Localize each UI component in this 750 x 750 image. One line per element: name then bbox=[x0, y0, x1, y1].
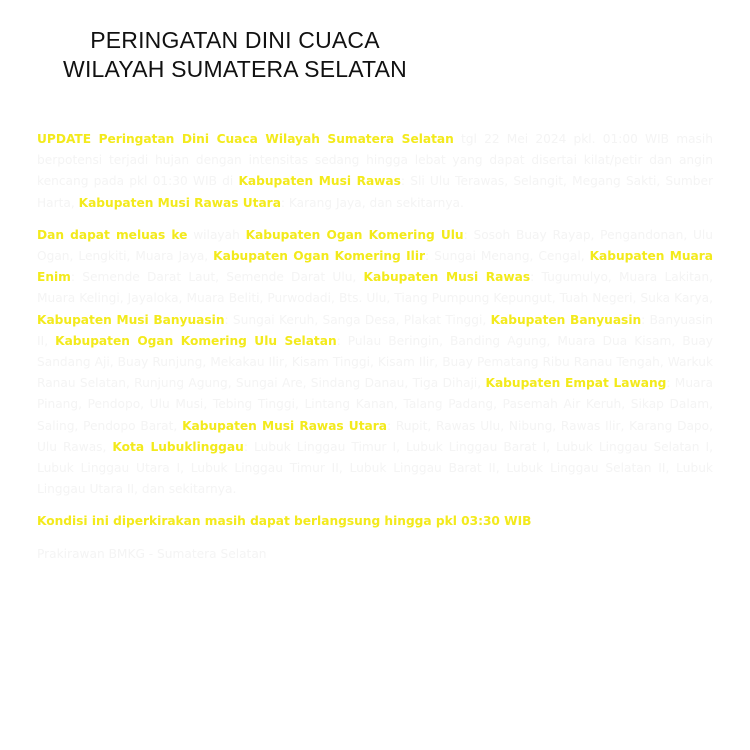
update-text: tgl 22 Mei 2024 pkl. 01:00 WIB masih berpotensi terjadi hujan dengan intensitas sedang hingga lebat yang dapat disertai kilat/petir dan angin kencang pada pkl 01:30 WIB di bbox=[37, 132, 713, 189]
district-list: : Sosoh Buay Rayap, Pengandonan, Ulu Ogan, Lengkiti, Muara Jaya, bbox=[37, 227, 714, 264]
district-list: : Banyuasin II, bbox=[37, 312, 713, 348]
region-name: Kabupaten Muara Enim bbox=[37, 249, 714, 285]
signature: Prakirawan BMKG - Sumatera Selatan bbox=[37, 546, 267, 561]
region-name: Kabupaten Musi Rawas bbox=[363, 270, 531, 285]
duration-note: Kondisi ini diperkirakan masih dapat berlangsung hingga pkl 03:30 WIB bbox=[37, 514, 532, 529]
region-name: Kabupaten Ogan Komering Ulu Selatan bbox=[55, 333, 337, 348]
district-list: : Muara Pinang, Pendopo, Ulu Musi, Tebing Tinggi, Lintang Kanan, Talang Padang, Pasemah Air Keruh, Sikap Dalam, Saling, Pendopo Barat, bbox=[37, 376, 713, 433]
expansion-paragraph bbox=[37, 225, 713, 501]
title-line-2: WILAYAH SUMATERA SELATAN bbox=[63, 56, 407, 82]
connector-text: wilayah bbox=[187, 227, 246, 242]
region-name: Kabupaten Ogan Komering Ulu bbox=[245, 227, 464, 242]
expansion-heading: Dan dapat meluas ke bbox=[37, 227, 188, 242]
region-name: Kabupaten Musi Banyuasin bbox=[37, 312, 225, 327]
district-list: : Lubuk Linggau Timur I, Lubuk Linggau Barat I, Lubuk Linggau Selatan I, Lubuk Linggau Utara I, Lubuk Linggau Timur II, Lubuk Linggau Barat II, Lubuk Linggau Selatan II, Lubuk Linggau Utara II, dan sekitarnya. bbox=[37, 439, 713, 497]
page-title bbox=[0, 26, 470, 84]
district-list: : Sli Ulu Terawas, Selangit, Megang Sakti, Sumber Harta, bbox=[37, 174, 714, 210]
district-list: : Karang Jaya, dan sekitarnya. bbox=[280, 195, 464, 210]
region-name: Kabupaten Musi Rawas Utara bbox=[78, 195, 281, 210]
warning-body bbox=[37, 129, 713, 576]
district-list: : Pulau Beringin, Banding Agung, Muara Dua Kisam, Buay Sandang Aji, Buay Runjung, Mekakau Ilir, Kisam Tinggi, Kisam Ilir, Buay Pematang Ribu Ranau Tengah, Warkuk Ranau Selatan, Runjung Agung, Sungai Are, Sindang Danau, Tiga Dihaji, bbox=[37, 333, 714, 391]
district-list: : Sungai Menang, Cengal, bbox=[425, 249, 590, 264]
district-list: : Semende Darat Laut, Semende Darat Ulu, bbox=[70, 270, 364, 285]
update-paragraph bbox=[37, 129, 713, 214]
region-name: Kabupaten Musi Rawas bbox=[238, 174, 401, 189]
district-list: : Rupit, Rawas Ulu, Nibung, Rawas Ilir, Karang Dapo, Ulu Rawas, bbox=[37, 418, 713, 454]
region-name: Kota Lubuklinggau bbox=[112, 439, 244, 454]
title-line-1: PERINGATAN DINI CUACA bbox=[90, 27, 380, 53]
district-list: : Tugumulyo, Muara Lakitan, Muara Kelingi, Jayaloka, Muara Beliti, Purwodadi, Bts. Ulu, Tiang Pumpung Kepungut, Tuah Negeri, Suka Karya, bbox=[37, 270, 713, 306]
region-name: Kabupaten Ogan Komering Ilir bbox=[213, 249, 426, 264]
region-name: Kabupaten Empat Lawang bbox=[485, 376, 667, 391]
district-list: : Sungai Keruh, Sanga Desa, Plakat Tinggi, bbox=[224, 312, 491, 327]
update-heading: UPDATE Peringatan Dini Cuaca Wilayah Sumatera Selatan bbox=[37, 132, 454, 146]
region-name: Kabupaten Musi Rawas Utara bbox=[182, 418, 387, 433]
region-name: Kabupaten Banyuasin bbox=[490, 312, 642, 327]
